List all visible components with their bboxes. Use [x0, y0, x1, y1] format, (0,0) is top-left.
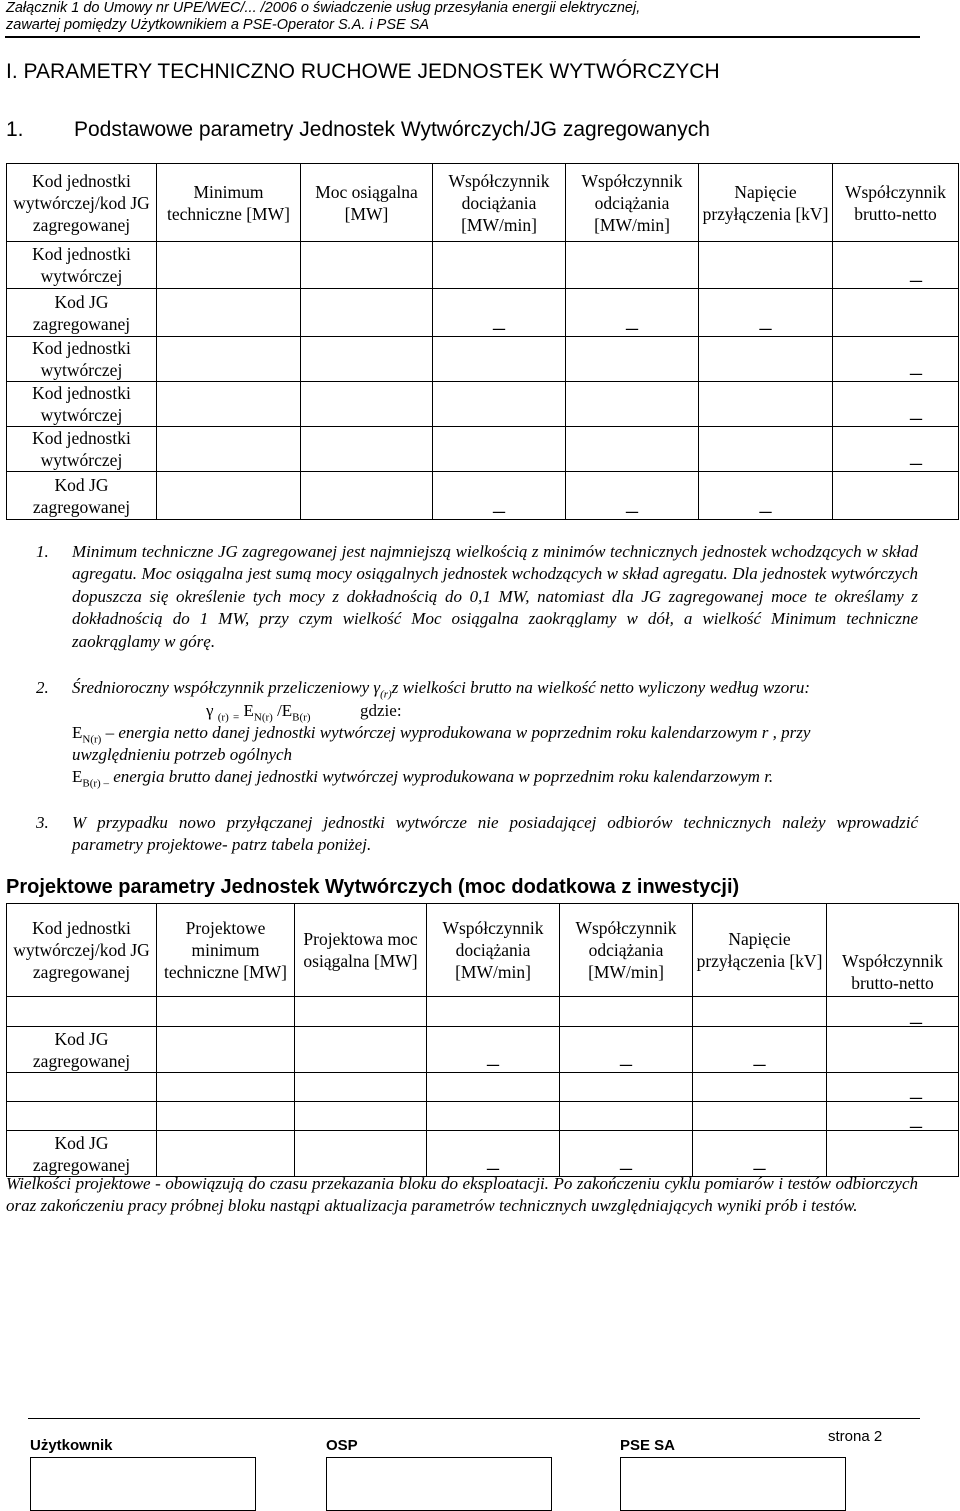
cell — [301, 242, 433, 289]
table-row — [7, 337, 959, 382]
table-row — [7, 472, 959, 520]
formula-E: E — [243, 701, 254, 720]
formula-slash-E: /E — [277, 701, 293, 720]
cell — [301, 472, 433, 520]
table-row — [7, 427, 959, 472]
note-2-sub: (r) — [380, 688, 392, 701]
cell: _ — [827, 1073, 959, 1102]
header-gross-net: Współczynnik brutto-netto — [827, 904, 959, 997]
cell — [433, 427, 566, 472]
note-3 — [36, 812, 918, 857]
header-ramp-up: Współczynnik dociążania [MW/min] — [427, 904, 560, 997]
formula-eq: = — [233, 711, 240, 724]
def-EN-sub: N(r) — [82, 733, 102, 746]
cell: _ — [566, 472, 699, 520]
def-EB-sub: B(r) – — [82, 777, 109, 790]
cell — [157, 427, 301, 472]
cell — [833, 472, 959, 520]
cell — [427, 1102, 560, 1131]
subsection-title: Podstawowe parametry Jednostek Wytwórczych/JG zagregowanych — [74, 118, 710, 141]
table-row — [7, 1102, 959, 1131]
table-row — [7, 997, 959, 1027]
def-EB-text: energia brutto danej jednostki wytwórczej wyprodukowana w poprzednim roku kalendarzowym r. — [113, 767, 774, 786]
row-label — [7, 1073, 157, 1102]
cell: _ — [433, 472, 566, 520]
note-1 — [36, 541, 918, 653]
cell — [566, 337, 699, 382]
note-2-part-b: z wielkości brutto na wielkość netto wyliczony według wzoru: — [391, 678, 811, 697]
cell — [157, 472, 301, 520]
cell: _ — [560, 1131, 693, 1177]
cell: _ — [827, 997, 959, 1027]
note-2-text — [72, 677, 810, 706]
cell: _ — [827, 1102, 959, 1131]
row-label: Kod JG zagregowanej — [7, 472, 157, 520]
cell — [566, 382, 699, 427]
pse-signature-box — [620, 1457, 846, 1511]
cell — [427, 997, 560, 1027]
cell: _ — [833, 427, 959, 472]
cell — [699, 382, 833, 427]
note-3-number: 3. — [36, 813, 49, 832]
header-ramp-up: Współczynnik dociążania [MW/min] — [433, 164, 566, 242]
formula-sub-r: (r) — [217, 711, 229, 724]
section-title: I. PARAMETRY TECHNICZNO RUCHOWE JEDNOSTEK WYTWÓRCZYCH — [6, 60, 720, 83]
cell — [295, 1027, 427, 1073]
note-2-part-a: Średnioroczny współczynnik przeliczeniowy γ — [72, 678, 381, 697]
cell — [560, 997, 693, 1027]
definition-net-energy-cont: uwzględnieniu potrzeb ogólnych — [72, 745, 293, 764]
cell: _ — [833, 242, 959, 289]
def-EN-E: E — [72, 723, 83, 742]
header-ramp-down: Współczynnik odciążania [MW/min] — [560, 904, 693, 997]
cell — [699, 337, 833, 382]
row-label: Kod JG zagregowanej — [7, 1027, 157, 1073]
cell — [827, 1027, 959, 1073]
cell — [433, 337, 566, 382]
cell — [295, 997, 427, 1027]
formula-sub-N: N(r) — [253, 711, 273, 724]
cell: _ — [560, 1027, 693, 1073]
cell — [433, 382, 566, 427]
header-max-power: Moc osiągalna [MW] — [301, 164, 433, 242]
header-design-min: Projektowe minimum techniczne [MW] — [157, 904, 295, 997]
cell: _ — [833, 337, 959, 382]
cell — [157, 1027, 295, 1073]
row-label: Kod jednostki wytwórczej — [7, 242, 157, 289]
cell — [157, 382, 301, 427]
cell — [295, 1102, 427, 1131]
def-EN-text: – energia netto danej jednostki wytwórczej wyprodukowana w poprzednim roku kalendarzowym r , przy — [105, 723, 811, 742]
cell — [301, 337, 433, 382]
cell: _ — [699, 289, 833, 337]
header-line-1: Załącznik 1 do Umowy nr UPE/WEC/... /2006 o świadczenie usług przesyłania energii elektrycznej, — [6, 0, 641, 16]
cell — [157, 337, 301, 382]
cell: _ — [693, 1027, 827, 1073]
cell: _ — [433, 289, 566, 337]
cell — [295, 1131, 427, 1177]
table-header-row — [7, 904, 959, 997]
definition-gross-energy — [72, 766, 773, 795]
cell — [427, 1073, 560, 1102]
header-voltage: Napięcie przyłączenia [kV] — [693, 904, 827, 997]
cell: _ — [427, 1131, 560, 1177]
footer-rule — [28, 1418, 920, 1419]
cell — [566, 242, 699, 289]
cell — [157, 1131, 295, 1177]
table-row — [7, 242, 959, 289]
cell — [699, 427, 833, 472]
note-1-text: Minimum techniczne JG zagregowanej jest najmniejszą wielkością z minimów technicznych jednostek wchodzących w skład agregatu. Moc osiągalna jest sumą mocy osiągalnych jednostek wchodzących w skład agregatu. Dla jednostek wytwórczych dopuszcza się określenie tych mocy z dokładnością do 0,1 MW, natomiast dla JG zagregowanej moce te określamy z dokładnością do 1 MW, przy czym wielkość Moc osiągalna zaokrąglamy w dół, a wielkość Minimum techniczne zaokrąglamy w górę. — [72, 542, 918, 651]
header-ramp-down: Współczynnik odciążania [MW/min] — [566, 164, 699, 242]
header-design-power: Projektowa moc osiągalna [MW] — [295, 904, 427, 997]
page-number: strona 2 — [828, 1428, 883, 1445]
cell: _ — [833, 382, 959, 427]
design-parameters-table — [6, 903, 959, 1177]
table-row — [7, 1073, 959, 1102]
note-1-number: 1. — [36, 542, 49, 561]
footer-osp-label: OSP — [326, 1437, 358, 1454]
header-unit-code: Kod jednostki wytwórczej/kod JG zagregowanej — [7, 164, 157, 242]
header-line-2: zawartej pomiędzy Użytkownikiem a PSE-Operator S.A. i PSE SA — [6, 17, 430, 33]
formula-sub-B: B(r) — [292, 711, 311, 724]
section2-title: Projektowe parametry Jednostek Wytwórczych (moc dodatkowa z inwestycji) — [6, 876, 740, 898]
cell — [566, 427, 699, 472]
table-row — [7, 382, 959, 427]
osp-signature-box — [326, 1457, 552, 1511]
note-3-text: W przypadku nowo przyłączanej jednostki wytwórcze nie posiadającej odbiorów technicznych należy wprowadzić parametry projektowe- patrz tabela poniżej. — [72, 813, 918, 855]
table-row — [7, 1027, 959, 1073]
row-label: Kod JG zagregowanej — [7, 289, 157, 337]
footer-user-label: Użytkownik — [30, 1437, 113, 1454]
user-signature-box — [30, 1457, 256, 1511]
table-row — [7, 1131, 959, 1177]
cell — [157, 289, 301, 337]
row-label: Kod jednostki wytwórczej — [7, 382, 157, 427]
row-label — [7, 1102, 157, 1131]
header-unit-code: Kod jednostki wytwórczej/kod JG zagregowanej — [7, 904, 157, 997]
cell — [833, 289, 959, 337]
subsection-number: 1. — [6, 118, 24, 141]
note-2-number: 2. — [36, 678, 49, 697]
cell — [433, 242, 566, 289]
cell — [301, 382, 433, 427]
table-header-row — [7, 164, 959, 242]
cell: _ — [566, 289, 699, 337]
cell — [560, 1102, 693, 1131]
row-label: Kod jednostki wytwórczej — [7, 337, 157, 382]
cell: _ — [427, 1027, 560, 1073]
cell — [693, 997, 827, 1027]
cell — [693, 1073, 827, 1102]
header-rule — [5, 36, 920, 38]
row-label: Kod JG zagregowanej — [7, 1131, 157, 1177]
cell — [157, 1073, 295, 1102]
formula-gdzie: gdzie: — [360, 701, 402, 720]
cell — [827, 1131, 959, 1177]
table-row — [7, 289, 959, 337]
cell — [693, 1102, 827, 1131]
cell — [157, 997, 295, 1027]
cell: _ — [699, 472, 833, 520]
parameters-table — [6, 163, 959, 520]
cell — [301, 427, 433, 472]
footer-pse-label: PSE SA — [620, 1437, 676, 1454]
formula-gamma: γ — [206, 701, 214, 720]
row-label — [7, 997, 157, 1027]
cell — [301, 289, 433, 337]
header-gross-net: Współczynnik brutto-netto — [833, 164, 959, 242]
cell — [295, 1073, 427, 1102]
cell — [157, 1102, 295, 1131]
cell — [157, 242, 301, 289]
def-EB-E: E — [72, 767, 83, 786]
cell — [560, 1073, 693, 1102]
closing-text: Wielkości projektowe - obowiązują do czasu przekazania bloku do eksploatacji. Po zakończeniu cyklu pomiarów i testów odbiorczych oraz zakończeniu pracy próbnej bloku nastąpi aktualizacja parametrów technicznych uwzględniających wyniki prób i testów. — [6, 1174, 918, 1216]
row-label: Kod jednostki wytwórczej — [7, 427, 157, 472]
header-min-technical: Minimum techniczne [MW] — [157, 164, 301, 242]
header-voltage: Napięcie przyłączenia [kV] — [699, 164, 833, 242]
cell — [699, 242, 833, 289]
cell: _ — [693, 1131, 827, 1177]
